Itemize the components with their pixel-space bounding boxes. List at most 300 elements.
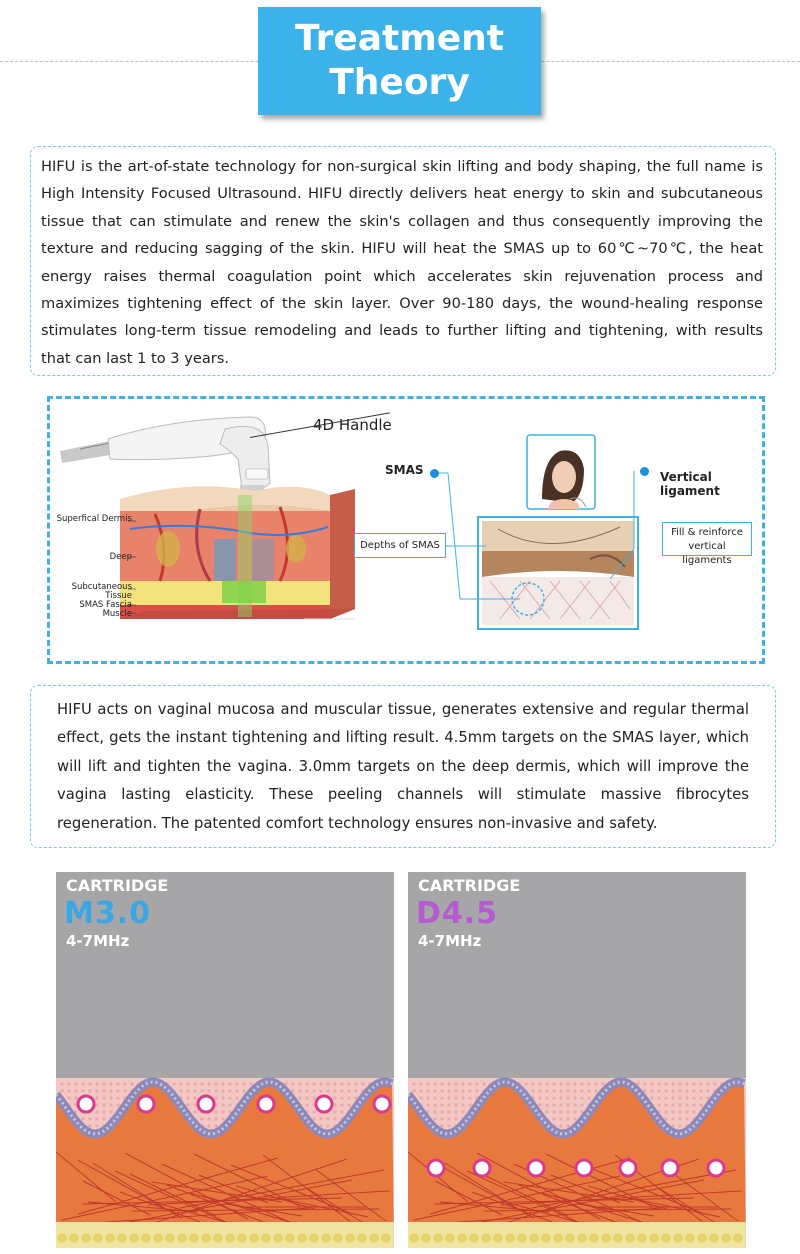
cartridge-d45-epidermis-cell [699, 1082, 702, 1085]
cartridge-m30-epidermis-cell [354, 1089, 357, 1092]
cartridge-d45-focus-point [662, 1160, 678, 1176]
depths-of-smas-box: Depths of SMAS [354, 533, 446, 558]
cartridge-d45-epidermis-cell [664, 1089, 667, 1092]
cartridge-d45-epidermis-cell [706, 1089, 709, 1092]
cartridge-m30-epidermis-cell [214, 1096, 217, 1099]
cartridge-m30-fat-cell [297, 1233, 307, 1243]
cartridge-d45-epidermis-cell [678, 1117, 681, 1120]
cartridge-d45-epidermis-cell [552, 1082, 555, 1085]
cartridge-m30-epidermis-cell [186, 1103, 189, 1106]
cartridge-d45-epidermis-cell [552, 1103, 555, 1106]
cartridge-d45-fat-cell [421, 1233, 431, 1243]
cartridge-d45-fat-cell [409, 1233, 419, 1243]
cartridge-d45-epidermis-cell [447, 1096, 450, 1099]
cartridge-m30-epidermis-cell [347, 1082, 350, 1085]
cartridge-d45-epidermis-cell [538, 1103, 541, 1106]
cartridge-d45-epidermis-cell [650, 1096, 653, 1099]
cartridge-d45-epidermis-cell [545, 1082, 548, 1085]
cartridge-d45-epidermis-cell [468, 1103, 471, 1106]
cartridge-m30-fat-cell [201, 1233, 211, 1243]
cartridge-m30-epidermis-cell [60, 1082, 63, 1085]
cartridge-d45-epidermis-cell [657, 1103, 660, 1106]
cartridge-d45-epidermis-cell [461, 1110, 464, 1113]
cartridge-m30-epidermis-cell [340, 1089, 343, 1092]
cartridge-d45-epidermis-cell [426, 1096, 429, 1099]
cartridge-m30-epidermis-cell [333, 1103, 336, 1106]
cartridge-m30-epidermis-cell [312, 1089, 315, 1092]
cartridge-m30-epidermis-cell [326, 1124, 329, 1127]
cartridge-m30-epidermis-cell [186, 1082, 189, 1085]
cartridge-m30-epidermis-cell [193, 1110, 196, 1113]
cartridge-m30-epidermis-cell [109, 1089, 112, 1092]
vaginal-paragraph: HIFU acts on vaginal mucosa and muscular tissue, generates extensive and regular thermal effect, gets the instant tightening and lifting result. 4.5mm targets on the SMAS layer, which will lift and tighten the vagina. 3.0mm targets on the deep dermis, which will improve the vagina lasting elasticity. These peeling channels will stimulate massive fibrocytes regeneration. The patented comfort technology ensures non-invasive and safety. [57, 701, 749, 832]
cartridge-d45-epidermis-cell [419, 1089, 422, 1092]
cartridge-m30-epidermis-cell [116, 1096, 119, 1099]
cartridge-m30-epidermis-cell [74, 1082, 77, 1085]
cartridge-d45-epidermis-cell [545, 1110, 548, 1113]
hifu-handle-illustration [60, 417, 270, 493]
cartridge-d45-epidermis-cell [650, 1082, 653, 1085]
cartridge-d45-fat-cell [577, 1233, 587, 1243]
cartridge-m30-fat-cell [153, 1233, 163, 1243]
cartridge-d45-epidermis-cell [538, 1089, 541, 1092]
cartridge-m30-epidermis-cell [312, 1082, 315, 1085]
cartridge-m30-epidermis-cell [109, 1103, 112, 1106]
cartridge-m30-fat-cell [129, 1233, 139, 1243]
cartridge-d45-epidermis-cell [426, 1082, 429, 1085]
cartridge-d45-epidermis-cell [573, 1117, 576, 1120]
cartridge-m30-epidermis-cell [88, 1089, 91, 1092]
cartridge-d45-epidermis-cell [566, 1117, 569, 1120]
title-line-2: Theory [329, 62, 470, 103]
cartridge-m30-epidermis-cell [95, 1110, 98, 1113]
page-title [258, 7, 541, 115]
cartridge-m30-fat-cell [117, 1233, 127, 1243]
cartridge-d45-epidermis-cell [692, 1082, 695, 1085]
cartridge-m30-panel [56, 872, 394, 1248]
cartridge-d45-epidermis-cell [440, 1082, 443, 1085]
cartridge-m30-epidermis-cell [228, 1089, 231, 1092]
intro-text-box [30, 146, 776, 376]
cartridge-m30-fat-cell [177, 1233, 187, 1243]
cartridge-d45-epidermis-cell [699, 1096, 702, 1099]
cartridge-d45-epidermis-cell [531, 1082, 534, 1085]
cartridge-d45-frequency: 4-7MHz [418, 932, 482, 950]
cartridge-m30-epidermis-cell [95, 1089, 98, 1092]
cartridge-m30-epidermis-cell [347, 1096, 350, 1099]
cartridge-m30-epidermis-cell [193, 1096, 196, 1099]
cartridge-d45-epidermis-cell [566, 1110, 569, 1113]
cartridge-m30-epidermis-cell [319, 1089, 322, 1092]
cartridge-m30-epidermis-cell [228, 1103, 231, 1106]
title-line-1: Treatment [294, 18, 505, 59]
cartridge-d45-epidermis-cell [671, 1110, 674, 1113]
cartridge-m30-epidermis-cell [179, 1089, 182, 1092]
cartridge-d45-fat-cell [673, 1233, 683, 1243]
cartridge-m30-epidermis-cell [333, 1089, 336, 1092]
cartridge-d45-epidermis-cell [538, 1082, 541, 1085]
cartridge-d45-epidermis-cell [412, 1082, 415, 1085]
cartridge-d45-epidermis-cell [475, 1082, 478, 1085]
cartridge-m30-fat-cell [345, 1233, 355, 1243]
cartridge-m30-epidermis-cell [200, 1089, 203, 1092]
cartridge-d45-epidermis-cell [447, 1089, 450, 1092]
cartridge-m30-fat-cell [273, 1233, 283, 1243]
cartridge-d45-epidermis-cell [692, 1089, 695, 1092]
cartridge-m30-epidermis-cell [207, 1124, 210, 1127]
cartridge-m30-epidermis-cell [102, 1089, 105, 1092]
cartridge-m30-fat-cell [213, 1233, 223, 1243]
cartridge-d45-epidermis-cell [559, 1089, 562, 1092]
cartridge-d45-epidermis-cell [559, 1117, 562, 1120]
cartridge-m30-epidermis-cell [249, 1082, 252, 1085]
cartridge-d45-fat-cell [529, 1233, 539, 1243]
cartridge-m30-epidermis-cell [214, 1117, 217, 1120]
cartridge-m30-epidermis-cell [326, 1089, 329, 1092]
cartridge-d45-fat-cell [445, 1233, 455, 1243]
cartridge-m30-epidermis-cell [207, 1082, 210, 1085]
cartridge-m30-epidermis-cell [95, 1096, 98, 1099]
cartridge-d45-epidermis-cell [454, 1103, 457, 1106]
cartridge-m30-epidermis-cell [67, 1096, 70, 1099]
cartridge-d45-epidermis-cell [685, 1082, 688, 1085]
cartridge-d45-epidermis-cell [657, 1082, 660, 1085]
cartridge-d45-epidermis-cell [545, 1103, 548, 1106]
cartridge-m30-epidermis-cell [186, 1096, 189, 1099]
cartridge-m30-epidermis-cell [95, 1117, 98, 1120]
fill-reinforce-box [662, 522, 752, 566]
cartridge-d45-epidermis-cell [566, 1096, 569, 1099]
intro-paragraph: HIFU is the art-of-state technology for non-surgical skin lifting and body shaping, the full name is High Intensity Focused Ultrasound. HIFU directly delivers heat energy to skin and subcutaneous tissue that can stimulate and renew the skin's collagen and thus consequently improving the texture and reducing sagging of the skin. HIFU will heat the SMAS up to 60℃~70℃, the heat energy raises thermal coagulation point which accelerates skin rejuvenation process and maximizes tightening effect of the skin layer. Over 90-180 days, the wound-healing response stimulates long-term tissue remodeling and leads to further lifting and tightening, with results that can last 1 to 3 years. [41, 158, 763, 367]
label-smas-fascia: SMAS Fascia [79, 600, 132, 610]
cartridge-d45-epidermis-cell [685, 1096, 688, 1099]
cartridge-d45-epidermis-cell [692, 1110, 695, 1113]
cartridge-d45-focus-point [708, 1160, 724, 1176]
cartridge-m30-epidermis-cell [221, 1117, 224, 1120]
cartridge-d45-fat-cell [589, 1233, 599, 1243]
cartridge-m30-fat-cell [249, 1233, 259, 1243]
cartridge-m30-focus-point [258, 1096, 274, 1112]
cartridge-d45-epidermis-cell [685, 1110, 688, 1113]
cartridge-m30-epidermis-cell [200, 1117, 203, 1120]
cartridge-d45-epidermis-cell [559, 1082, 562, 1085]
handle-label: 4D Handle [313, 416, 392, 434]
cartridge-d45-epidermis-cell [461, 1082, 464, 1085]
cartridge-d45-epidermis-cell [692, 1103, 695, 1106]
cartridge-m30-epidermis-cell [326, 1117, 329, 1120]
cartridge-m30-focus-point [138, 1096, 154, 1112]
cartridge-d45-epidermis-cell [559, 1110, 562, 1113]
cartridge-m30-frequency: 4-7MHz [66, 932, 130, 950]
cartridge-d45-epidermis-cell [454, 1082, 457, 1085]
cartridge-m30-epidermis-cell [291, 1089, 294, 1092]
cartridge-d45-epidermis-cell [454, 1096, 457, 1099]
cartridge-d45-epidermis-cell [699, 1103, 702, 1106]
cartridge-m30-epidermis-cell [221, 1082, 224, 1085]
cartridge-d45-epidermis-cell [454, 1089, 457, 1092]
cartridge-d45-epidermis-cell [468, 1096, 471, 1099]
cartridge-m30-epidermis-cell [88, 1124, 91, 1127]
cartridge-m30-fat-cell [93, 1233, 103, 1243]
cartridge-m30-epidermis-cell [298, 1096, 301, 1099]
label-subcutaneous-tissue: Subcutaneous Tissue [71, 582, 132, 601]
smas-tissue-illustration [478, 517, 638, 629]
cartridge-d45-fat-cell [649, 1233, 659, 1243]
cartridge-m30-fat-cell [165, 1233, 175, 1243]
cartridge-m30-focus-point [374, 1096, 390, 1112]
cartridge-d45-epidermis-cell [447, 1103, 450, 1106]
cartridge-d45-fat-cell [505, 1233, 515, 1243]
cartridge-d45-epidermis-cell [587, 1089, 590, 1092]
cartridge-m30-epidermis-cell [235, 1096, 238, 1099]
cartridge-d45-epidermis-cell [461, 1103, 464, 1106]
cartridge-m30-epidermis-cell [130, 1082, 133, 1085]
cartridge-m30-epidermis-cell [235, 1089, 238, 1092]
label-muscle: Muscle [102, 609, 132, 619]
cartridge-m30-epidermis-cell [95, 1124, 98, 1127]
cartridge-d45-epidermis-cell [426, 1089, 429, 1092]
cartridge-d45-epidermis-cell [433, 1110, 436, 1113]
cartridge-m30-epidermis-cell [340, 1082, 343, 1085]
cartridge-m30-focus-point [198, 1096, 214, 1112]
cartridge-d45-fat-cell [685, 1233, 695, 1243]
cartridge-m30-epidermis-cell [200, 1082, 203, 1085]
treatment-diagram [47, 396, 765, 664]
cartridge-m30-epidermis-cell [102, 1082, 105, 1085]
cartridge-d45-epidermis-cell [573, 1110, 576, 1113]
cartridge-m30-epidermis-cell [228, 1096, 231, 1099]
cartridge-m30-fat-cell [261, 1233, 271, 1243]
cartridge-m30-epidermis-cell [333, 1117, 336, 1120]
cartridge-m30-focus-point [316, 1096, 332, 1112]
cartridge-m30-epidermis-cell [102, 1096, 105, 1099]
cartridge-d45-fat-cell [637, 1233, 647, 1243]
cartridge-d45-epidermis-cell [447, 1082, 450, 1085]
cartridge-m30-code: M3.0 [64, 896, 151, 931]
cartridge-d45-fat-cell [433, 1233, 443, 1243]
label-deep: Deep [109, 552, 132, 562]
cartridge-d45-epidermis-cell [447, 1110, 450, 1113]
cartridge-d45-epidermis-cell [461, 1096, 464, 1099]
cartridge-d45-epidermis-cell [440, 1103, 443, 1106]
cartridge-m30-epidermis-cell [242, 1082, 245, 1085]
cartridge-d45-epidermis-cell [664, 1103, 667, 1106]
cartridge-m30-epidermis-cell [116, 1082, 119, 1085]
cartridge-m30-fat-cell [225, 1233, 235, 1243]
vertical-ligament-label: Vertical ligament [660, 470, 720, 498]
cartridge-d45-focus-point [576, 1160, 592, 1176]
cartridge-d45-epidermis-cell [664, 1082, 667, 1085]
cartridge-m30-fat-cell [81, 1233, 91, 1243]
cartridge-m30-epidermis-cell [333, 1082, 336, 1085]
cartridge-d45-epidermis-cell [440, 1089, 443, 1092]
cartridge-d45-fat-cell [697, 1233, 707, 1243]
cartridge-m30-epidermis-cell [305, 1082, 308, 1085]
cartridge-d45-epidermis-cell [433, 1103, 436, 1106]
cartridge-d45-epidermis-cell [699, 1089, 702, 1092]
cartridge-d45-epidermis-cell [419, 1082, 422, 1085]
cartridge-d45-epidermis-cell [559, 1096, 562, 1099]
cartridge-d45-epidermis-cell [671, 1089, 674, 1092]
cartridge-m30-epidermis-cell [67, 1082, 70, 1085]
diagram-illustration [50, 399, 762, 661]
cartridge-d45-epidermis-cell [671, 1082, 674, 1085]
cartridge-m30-epidermis-cell [88, 1117, 91, 1120]
cartridge-m30-epidermis-cell [242, 1089, 245, 1092]
cartridge-m30-epidermis-cell [228, 1082, 231, 1085]
cartridge-d45-epidermis-cell [440, 1124, 443, 1127]
fill-box-line-2: vertical ligaments [682, 541, 732, 566]
cartridge-m30-epidermis-cell [95, 1103, 98, 1106]
cartridge-d45-epidermis-cell [545, 1096, 548, 1099]
cartridge-m30-epidermis-cell [214, 1089, 217, 1092]
cartridge-d45-epidermis-cell [713, 1082, 716, 1085]
cartridge-m30-epidermis-cell [109, 1110, 112, 1113]
cartridge-m30-fat-cell [141, 1233, 151, 1243]
cartridge-m30-epidermis-cell [102, 1117, 105, 1120]
cartridge-d45-epidermis-cell [440, 1096, 443, 1099]
cartridge-d45-fat-cell [565, 1233, 575, 1243]
vaginal-text-box [30, 685, 776, 848]
cartridge-m30-focus-point [78, 1096, 94, 1112]
cartridge-m30-epidermis-cell [333, 1110, 336, 1113]
cartridge-d45-epidermis-cell [566, 1103, 569, 1106]
smas-label: SMAS [385, 463, 424, 477]
cartridge-d45-code: D4.5 [416, 896, 499, 931]
cartridge-d45-epidermis-cell [566, 1082, 569, 1085]
cartridge-d45-epidermis-cell [566, 1124, 569, 1127]
cartridge-m30-epidermis-cell [214, 1110, 217, 1113]
cartridge-d45-fat-cell [709, 1233, 719, 1243]
cartridge-d45-epidermis-cell [447, 1117, 450, 1120]
cartridge-m30-epidermis-cell [214, 1124, 217, 1127]
cartridge-d45-fat-cell [493, 1233, 503, 1243]
cartridge-d45-epidermis-cell [538, 1096, 541, 1099]
cartridge-d45-epidermis-cell [454, 1117, 457, 1120]
cartridge-m30-fat-cell [369, 1233, 379, 1243]
cartridge-m30-fat-cell [321, 1233, 331, 1243]
cartridge-d45-epidermis-cell [601, 1082, 604, 1085]
cartridge-d45-epidermis-cell [447, 1124, 450, 1127]
cartridge-d45-epidermis-cell [433, 1082, 436, 1085]
cartridge-d45-fat-cell [457, 1233, 467, 1243]
cartridge-d45-epidermis-cell [678, 1103, 681, 1106]
vertical-ligament-marker-dot [640, 467, 649, 476]
cartridge-d45-title: CARTRIDGE [418, 876, 521, 895]
cartridge-d45-epidermis-cell [573, 1103, 576, 1106]
cartridge-m30-epidermis-cell [74, 1089, 77, 1092]
cartridge-d45-fat-cell [613, 1233, 623, 1243]
cartridge-m30-epidermis-cell [207, 1089, 210, 1092]
cartridge-d45-focus-point [428, 1160, 444, 1176]
cartridge-m30-epidermis-cell [347, 1089, 350, 1092]
cartridge-m30-fat-cell [309, 1233, 319, 1243]
cartridge-m30-fat-cell [57, 1233, 67, 1243]
cartridge-d45-epidermis-cell [433, 1089, 436, 1092]
cartridge-m30-epidermis-cell [193, 1089, 196, 1092]
cartridge-m30-fat-cell [105, 1233, 115, 1243]
cartridge-d45-epidermis-cell [552, 1117, 555, 1120]
cartridge-d45-fat-cell [553, 1233, 563, 1243]
cartridge-m30-epidermis-cell [214, 1082, 217, 1085]
cartridge-d45-epidermis-cell [657, 1089, 660, 1092]
cartridge-d45-fat-cell [661, 1233, 671, 1243]
cartridge-d45-epidermis-cell [587, 1082, 590, 1085]
cartridge-d45-epidermis-cell [671, 1103, 674, 1106]
cartridge-d45-epidermis-cell [685, 1117, 688, 1120]
cartridge-m30-epidermis-cell [291, 1082, 294, 1085]
cartridge-d45-epidermis-cell [685, 1089, 688, 1092]
cartridge-m30-epidermis-cell [116, 1089, 119, 1092]
cartridge-d45-epidermis-cell [440, 1110, 443, 1113]
cartridge-d45-fat-cell [541, 1233, 551, 1243]
cartridge-d45-epidermis-cell [671, 1117, 674, 1120]
cartridge-m30-epidermis-cell [326, 1082, 329, 1085]
cartridge-d45-epidermis-cell [426, 1103, 429, 1106]
cartridge-m30-epidermis-cell [193, 1103, 196, 1106]
cartridge-m30-epidermis-cell [221, 1110, 224, 1113]
cartridge-d45-epidermis-cell [594, 1082, 597, 1085]
cartridge-d45-epidermis-cell [433, 1117, 436, 1120]
cartridge-d45-epidermis-cell [433, 1096, 436, 1099]
cartridge-d45-epidermis-cell [664, 1096, 667, 1099]
cartridge-d45-epidermis-cell [692, 1096, 695, 1099]
cartridge-d45-epidermis-cell [468, 1082, 471, 1085]
cartridge-m30-epidermis-cell [305, 1096, 308, 1099]
cartridge-d45-epidermis-cell [454, 1110, 457, 1113]
cartridge-m30-epidermis-cell [74, 1096, 77, 1099]
cartridge-d45-focus-point [528, 1160, 544, 1176]
cartridge-d45-epidermis-cell [706, 1082, 709, 1085]
cartridge-d45-epidermis-cell [678, 1110, 681, 1113]
cartridge-m30-epidermis-cell [333, 1096, 336, 1099]
cartridge-d45-epidermis-cell [419, 1096, 422, 1099]
cartridge-d45-epidermis-cell [657, 1096, 660, 1099]
cartridge-d45-fat-cell [601, 1233, 611, 1243]
cartridge-d45-epidermis-cell [468, 1089, 471, 1092]
cartridge-d45-epidermis-cell [440, 1117, 443, 1120]
cartridge-d45-epidermis-cell [573, 1082, 576, 1085]
cartridge-m30-epidermis-cell [81, 1117, 84, 1120]
cartridge-m30-epidermis-cell [221, 1096, 224, 1099]
cartridge-d45-epidermis-cell [573, 1089, 576, 1092]
cartridge-d45-epidermis-cell [461, 1089, 464, 1092]
cartridge-m30-epidermis-cell [340, 1110, 343, 1113]
cartridge-m30-epidermis-cell [235, 1082, 238, 1085]
cartridge-d45-epidermis-cell [412, 1089, 415, 1092]
cartridge-m30-epidermis-cell [207, 1117, 210, 1120]
cartridge-m30-epidermis-cell [102, 1110, 105, 1113]
cartridge-m30-title: CARTRIDGE [66, 876, 169, 895]
cartridge-d45-fat-cell [517, 1233, 527, 1243]
cartridge-d45-epidermis-cell [671, 1096, 674, 1099]
cartridge-m30-epidermis-cell [116, 1103, 119, 1106]
cartridge-m30-epidermis-cell [179, 1082, 182, 1085]
cartridge-m30-epidermis-cell [319, 1117, 322, 1120]
cartridge-m30-epidermis-cell [193, 1082, 196, 1085]
cartridge-d45-fat-cell [481, 1233, 491, 1243]
skin-cross-section [120, 487, 355, 620]
cartridge-d45-fat-cell [469, 1233, 479, 1243]
cartridge-d45-epidermis-cell [552, 1089, 555, 1092]
cartridge-m30-epidermis-cell [172, 1082, 175, 1085]
label-superficial-dermis: Superfical Dermis [56, 514, 132, 524]
cartridge-m30-fat-cell [189, 1233, 199, 1243]
cartridge-d45-epidermis-cell [580, 1082, 583, 1085]
cartridge-m30-epidermis-cell [221, 1103, 224, 1106]
cartridge-m30-epidermis-cell [340, 1103, 343, 1106]
cartridge-d45-focus-point [474, 1160, 490, 1176]
